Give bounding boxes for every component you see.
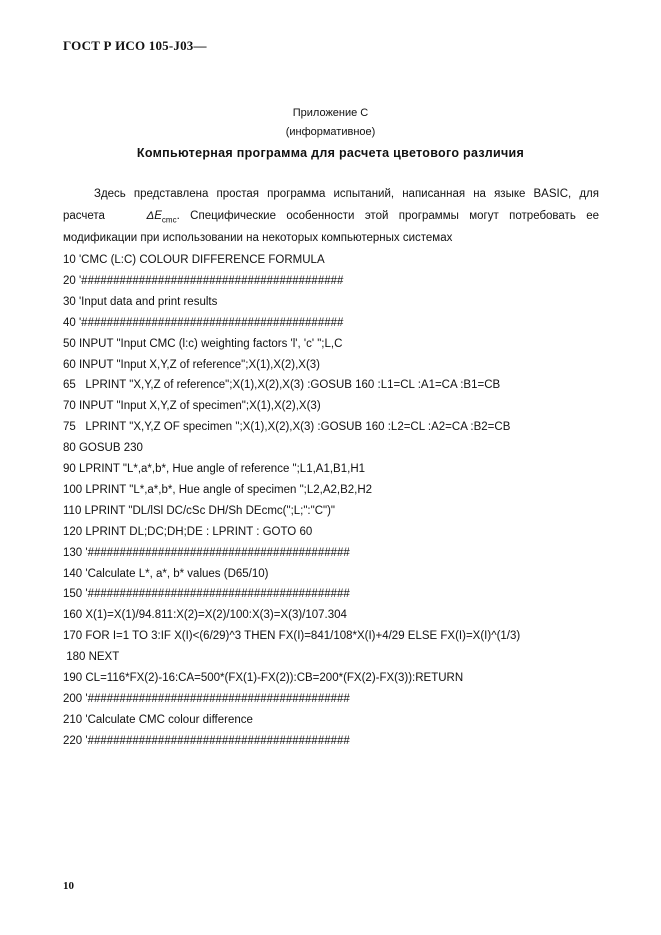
intro-line-1: Здесь представлена простая программа испытаний, написанная на языке BASIC, для (94, 188, 599, 200)
code-line: 75 LPRINT "X,Y,Z OF specimen ";X(1),X(2),X(3) :GOSUB 160 :L2=CL :A2=CA :B2=CB (63, 421, 511, 434)
page-number: 10 (63, 880, 74, 892)
code-line: 130 '######################################### (63, 546, 350, 559)
code-line: 65 LPRINT "X,Y,Z of reference";X(1),X(2),X(3) :GOSUB 160 :L1=CL :A1=CA :B1=CB (63, 379, 501, 392)
code-line: 80 GOSUB 230 (63, 442, 143, 455)
intro-line-2-rest: . Специфические особенности этой программы могут потребовать ее (176, 210, 600, 222)
intro-line-2-start: расчета (63, 210, 105, 222)
code-line: 170 FOR I=1 TO 3:IF X(I)<(6/29)^3 THEN FX(I)=841/108*X(I)+4/29 ELSE FX(I)=X(I)^(1/3) (63, 630, 521, 643)
appendix-type: (информативное) (285, 126, 376, 138)
appendix-label: Приложение С (292, 107, 369, 119)
code-line: 40 '######################################### (63, 316, 344, 329)
code-line: 180 NEXT (63, 651, 120, 664)
intro-line-2 (63, 205, 599, 227)
code-line: 220 '######################################### (63, 734, 350, 747)
code-line: 200 '######################################### (63, 692, 350, 705)
code-line: 60 INPUT "Input X,Y,Z of reference";X(1),X(2),X(3) (63, 358, 321, 371)
intro-paragraph (63, 183, 599, 249)
code-line: 110 LPRINT "DL/lSl DC/cSc DH/Sh DEcmc(";L;":"C")" (63, 504, 336, 517)
code-line: 20 '######################################### (63, 274, 344, 287)
code-line: 30 'Input data and print results (63, 295, 218, 308)
code-line: 70 INPUT "Input X,Y,Z of specimen";X(1),X(2),X(3) (63, 400, 321, 413)
code-line: 210 'Calculate CMC colour difference (63, 713, 253, 726)
document-header: ГОСТ Р ИСО 105-J03— (63, 38, 207, 53)
code-line: 150 '######################################### (63, 588, 350, 601)
code-line: 10 'CMC (L:C) COLOUR DIFFERENCE FORMULA (63, 254, 325, 266)
appendix-title: Компьютерная программа для расчета цветового различия (136, 146, 525, 160)
intro-line-3: модификации при использовании на некоторых компьютерных системах (63, 232, 453, 244)
delta-e-subscript: cmc (161, 215, 177, 225)
delta-e-symbol: ΔE (146, 210, 162, 222)
code-line: 90 LPRINT "L*,a*,b*, Hue angle of reference ";L1,A1,B1,H1 (63, 463, 366, 475)
code-line: 140 'Calculate L*, a*, b* values (D65/10) (63, 567, 269, 580)
code-line: 50 INPUT "Input CMC (l:c) weighting factors 'l', 'c' ";L,C (63, 337, 343, 350)
code-line: 190 CL=116*FX(2)-16:CA=500*(FX(1)-FX(2)):CB=200*(FX(2)-FX(3)):RETURN (63, 672, 464, 684)
code-line: 100 LPRINT "L*,a*,b*, Hue angle of specimen ";L2,A2,B2,H2 (63, 483, 373, 496)
code-line: 160 X(1)=X(1)/94.811:X(2)=X(2)/100:X(3)=X(3)/107.304 (63, 609, 347, 622)
code-line: 120 LPRINT DL;DC;DH;DE : LPRINT : GOTO 60 (63, 525, 313, 538)
